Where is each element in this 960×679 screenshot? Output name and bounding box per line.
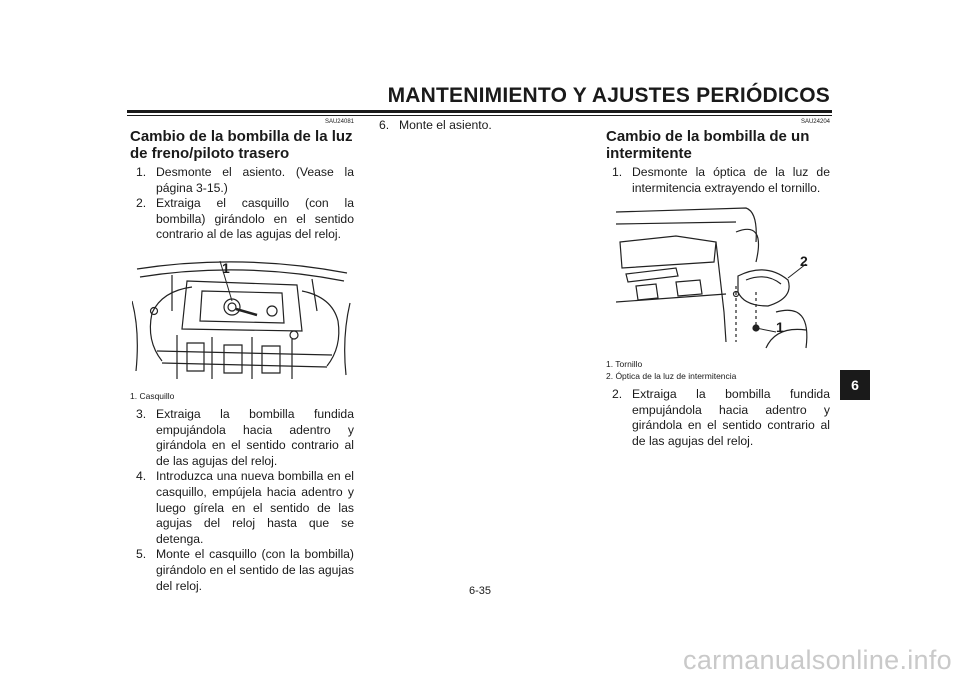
section-code: SAU24081 [324,119,354,125]
tail-light-illustration [132,251,352,384]
step-number: 5. [136,547,147,562]
step-text: Extraiga el casquillo (con la bombilla) girándolo en el sentido contrario al de las agujas del reloj. [156,196,354,242]
page-header-title: MANTENIMIENTO Y AJUSTES PERIÓDICOS [387,84,830,107]
step-item [136,407,354,469]
figure-caption [606,358,830,382]
left-column [130,118,354,594]
step-number: 4. [136,469,147,484]
steps-list-after-figure [130,407,354,594]
step-number: 2. [612,387,623,402]
caption-line: 1. Tornillo [606,359,643,370]
caption-line: 2. Óptica de la luz de intermitencia [606,371,737,382]
figure-callout-2: 2 [800,253,808,270]
right-column [606,118,830,450]
middle-column [373,118,597,134]
section-title-brake-light: Cambio de la bombilla de la luz de freno/piloto trasero [130,128,353,162]
step-number: 3. [136,406,147,421]
step-text: Desmonte la óptica de la luz de intermitencia extrayendo el tornillo. [632,165,830,195]
step-number: 1. [612,165,623,179]
step-item [379,118,597,134]
steps-list-after-figure [606,387,830,449]
step-text: Monte el casquillo (con la bombilla) girándolo en el sentido de las agujas del reloj. [156,547,354,593]
step-number: 2. [136,196,147,211]
step-item [136,196,354,243]
watermark: carmanualsonline.info [683,645,952,675]
step-text: Introduzca una nueva bombilla en el casquillo, empújela hacia adentro y luego gírela en el sentido de las agujas del reloj hasta que se detenga. [156,469,354,546]
step-number: 1. [136,165,147,179]
chapter-tab: 6 [840,370,870,400]
header-rule-thick [127,110,832,113]
section-title-turn-signal: Cambio de la bombilla de un intermitente [606,128,810,162]
step-text: Extraiga la bombilla fundida empujándola hacia adentro y girándola en el sentido contrario al de las agujas del reloj. [156,406,354,468]
header-rule-thin [127,115,832,116]
step-item [136,469,354,547]
step-number: 6. [379,118,390,132]
step-item [136,165,354,196]
steps-list-before-figure [130,165,354,243]
steps-list-middle [373,118,597,134]
section-code: SAU24204 [800,119,830,125]
step-text: Extraiga la bombilla fundida empujándola hacia adentro y girándola en el sentido contrario al de las agujas del reloj. [632,387,830,448]
step-item [612,165,830,196]
step-item [612,387,830,449]
figure-callout-1: 1 [776,319,784,336]
figure-turn-signal-lens [616,202,812,350]
figure-tail-light-socket [132,251,352,384]
figure-callout: 1 [222,259,230,276]
figure-caption: 1. Casquillo [130,390,175,401]
steps-list-before-figure [606,165,830,196]
step-text: Monte el asiento. [399,118,492,132]
step-text: Desmonte el asiento. (Vease la página 3-15.) [156,165,354,195]
page-number: 6-35 [468,585,492,597]
